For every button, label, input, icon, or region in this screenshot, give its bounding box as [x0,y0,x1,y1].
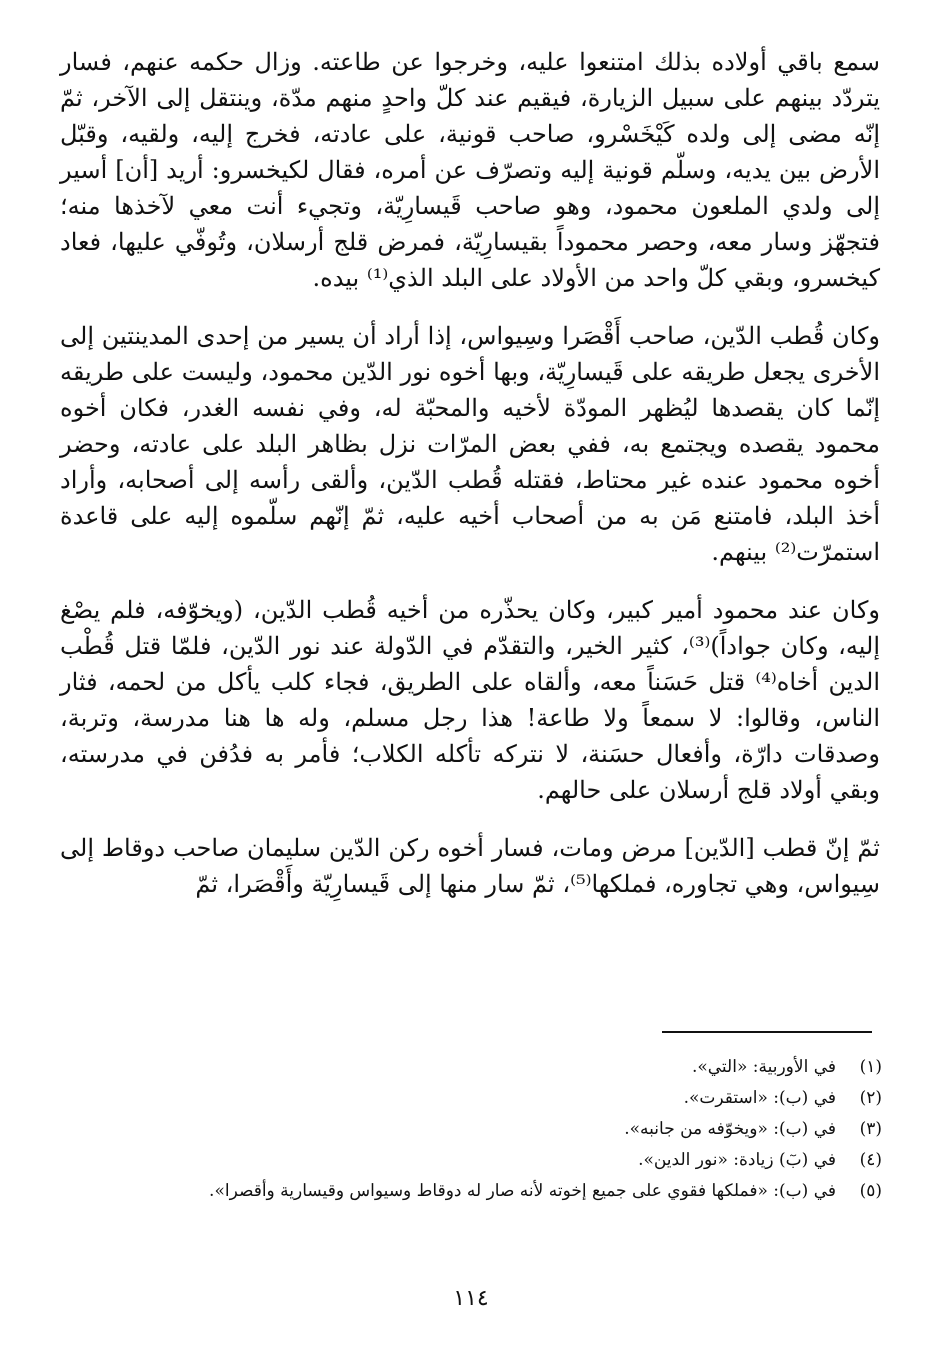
footnote-text: في (بٓ) زيادة: «نور الدين». [638,1150,836,1170]
paragraph: ثمّ إنّ قطب [الدّين] مرض ومات، فسار أخوه ركن الدّين سليمان صاحب دوقاط إلى سِيواس، وهي تجاوره، فملكها⁽⁵⁾، ثمّ سار منها إلى قَيسارِيّة وأَقْصَرا، ثمّ [60,834,880,898]
footnote-text: في (ب): «استقرت». [683,1088,836,1108]
footnote-text: في الأوربية: «التي». [691,1057,836,1077]
footnote [122,1114,882,1145]
footnote-number: (٤) [859,1150,882,1170]
paragraph: وكان قُطب الدّين، صاحب أَقْصَرا وسِيواس، إذا أراد أن يسير من إحدى المدينتين إلى الأخرى يجعل طريقه على قَيسارِيّة، وبها أخوه نور الدّين محمود، وليست على طريقه إنّما كان يقصدها ليُظهر المودّة لأخيه والمحبّة له، وفي نفسه الغدر، فكان أخوه محمود يقصده ويجتمع به، ففي بعض المرّات نزل بظاهر البلد على عادته، وحضر أخوه محمود عنده غير محتاط، فقتله قُطب الدّين، وألقى رأسه إلى أصحابه، وأراد أخذ البلد، فامتنع مَن به من أصحاب أخيه عليه، ثمّ إنّهم سلّموه إليه على قاعدة استمرّت⁽²⁾ بينهم. [60,322,881,566]
footnote [122,1052,882,1083]
footnote-number: (٣) [859,1119,882,1139]
footnote-text: في (ب): «فملكها فقوي على جميع إخوته لأنه صار له دوقاط وسيواس وقيسارية وأقصرا». [209,1181,836,1201]
footnote-text: في (ب): «ويخوّفه من جانبه». [624,1119,836,1139]
footnote-number: (١) [859,1057,882,1077]
footnote-number: (٥) [859,1181,882,1201]
footnotes [122,1052,882,1207]
page-number: ١١٤ [453,1286,489,1311]
footnote-number: (٢) [859,1088,882,1108]
footnote [122,1176,882,1207]
footnote [122,1145,882,1176]
paragraph: وكان عند محمود أمير كبير، وكان يحذّره من أخيه قُطب الدّين، (ويخوّفه، فلم يصْغ إليه، وكان جواداً)⁽³⁾، كثير الخير، والتقدّم في الدّولة عند نور الدّين، فلمّا قتل قُطْب الدين أخاه⁽⁴⁾ قتل حَسَناً معه، وألقاه على الطريق، فجاء كلب يأكل من لحمه، فثار الناس، وقالوا: لا سمعاً ولا طاعة! هذا رجل مسلم، وله ها هنا مدرسة، وتربة، وصدقات دارّة، وأفعال حسَنة، لا نتركه تأكله الكلاب؛ فأمر به فدُفن في مدرسته، وبقي أولاد قلج أرسلان على حالهم. [60,596,880,804]
footnote [122,1083,882,1114]
main-text [60,44,880,902]
paragraph: سمع باقي أولاده بذلك امتنعوا عليه، وخرجوا عن طاعته. وزال حكمه عنهم، فسار يتردّد بينهم على سبيل الزيارة، فيقيم عند كلّ واحدٍ منهم مدّة، وينتقل إلى الآخر، ثمّ إنّه مضى إلى ولده كَيْخَسْرو، صاحب قونية، على عادته، فخرج إليه، ولقيه، وقبّل الأرض بين يديه، وسلّم قونية إليه وتصرّف عن أمره، فقال لكيخسرو: أريد [أن] أسير إلى ولدي الملعون محمود، وهو صاحب قَيسارِيّة، وتجيء أنت معي لآخذها منه؛ فتجهّز وسار معه، وحصر محموداً بقيسارِيّة، فمرض قلج أرسلان، وتُوفّي عليها، فعاد كيخسرو، وبقي كلّ واحد من الأولاد على البلد الذي⁽¹⁾ بيده. [60,48,880,292]
footnote-separator [662,1031,872,1033]
